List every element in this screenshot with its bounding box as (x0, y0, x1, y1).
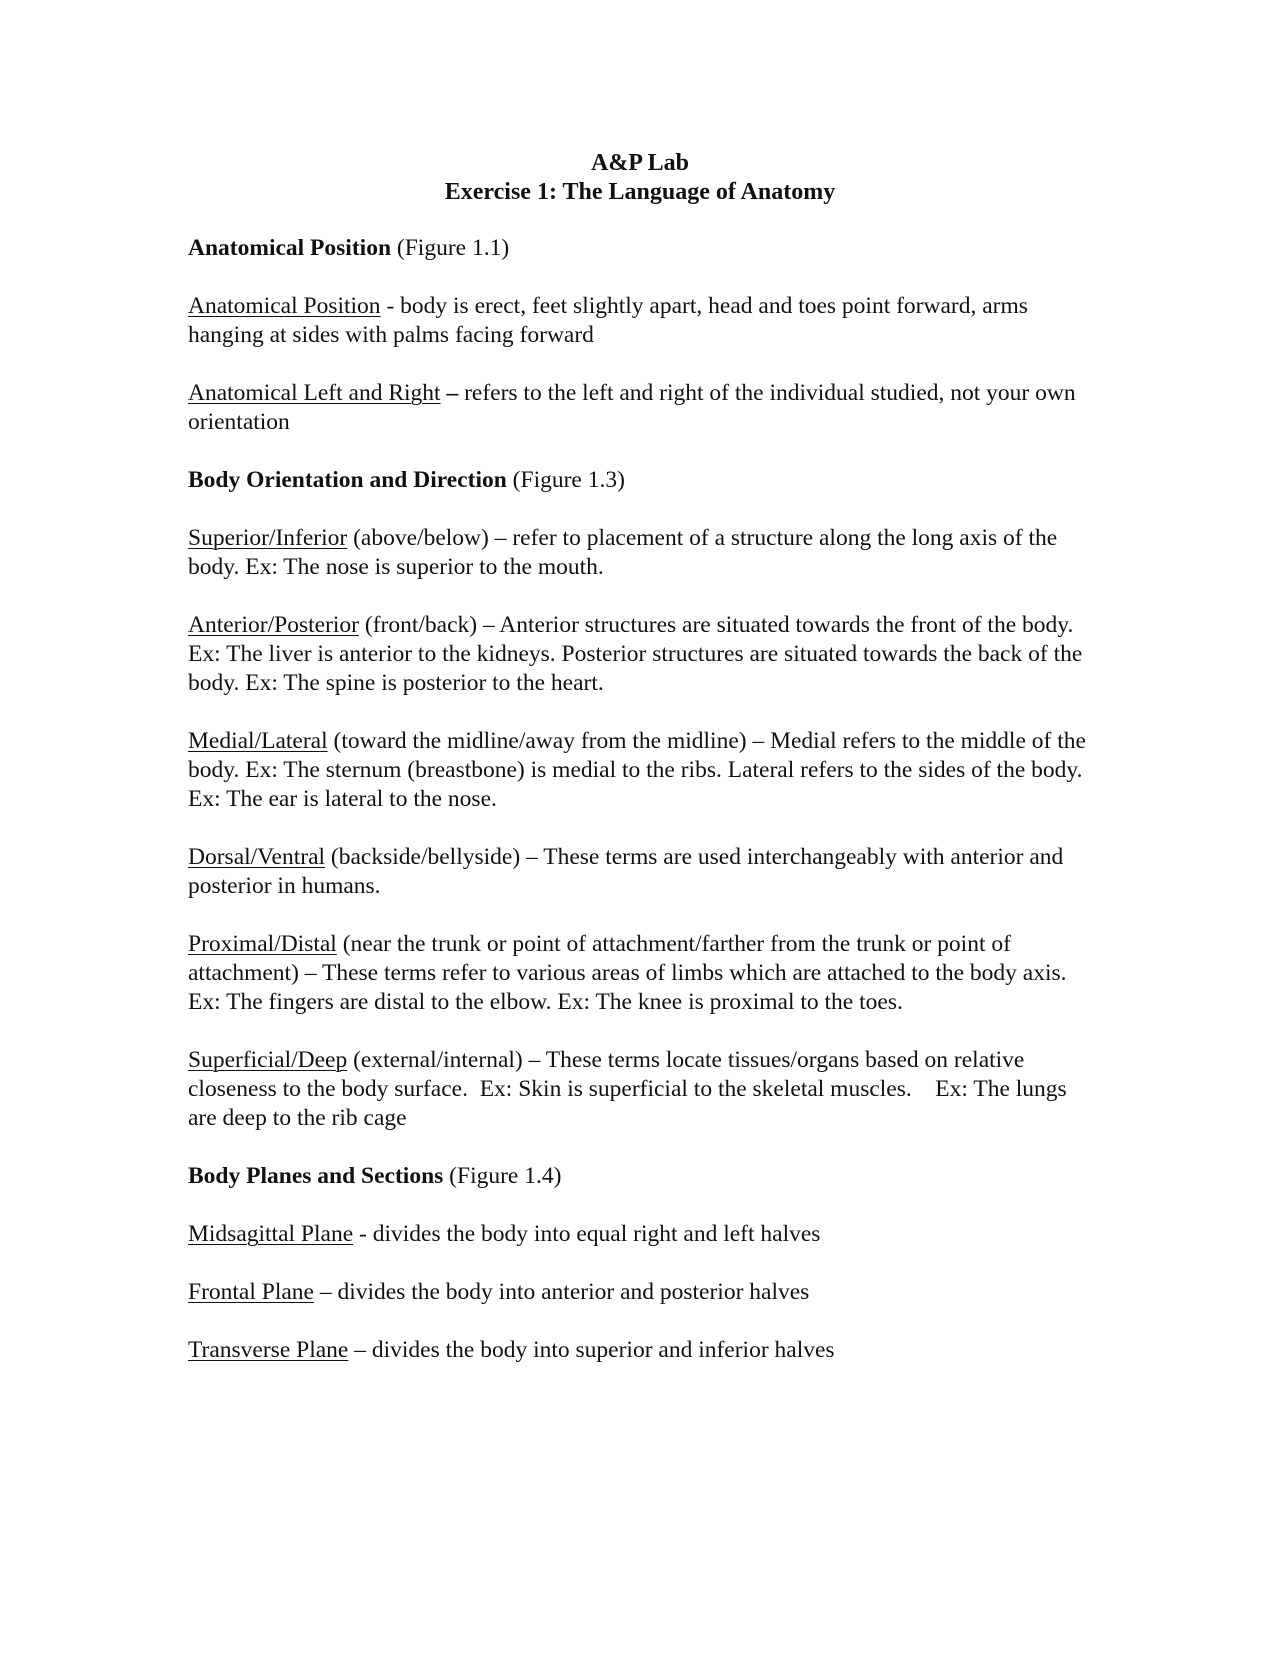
definition-term: Midsagittal Plane (188, 1221, 354, 1247)
definition-text: (backside/bellyside) – These terms are used interchangeably with anterior and posterior in humans. (188, 844, 1064, 899)
figure-reference: (Figure 1.1) (391, 235, 510, 261)
definition-term: Proximal/Distal (188, 931, 337, 957)
title-line-1: A&P Lab (590, 150, 689, 176)
definition-text: (near the trunk or point of attachment/farther from the trunk or point of attachment) – These terms refer to various areas of limbs which are attached to the body axis. Ex: The fingers are distal to the elbow. Ex: The knee is proximal to the toes. (188, 931, 1067, 1015)
definition-text: (external/internal) – These terms locate tissues/organs based on relative closeness to the body surface. Ex: Skin is superficial to the skeletal muscles. Ex: The lungs are deep to the rib cage (188, 1047, 1073, 1131)
definition-text: - divides the body into equal right and left halves (353, 1221, 821, 1247)
definition-medial-lateral (188, 727, 1088, 814)
definition-dorsal-ventral (188, 843, 1088, 901)
document-title (0, 149, 1280, 207)
definition-anatomical-left-right (188, 379, 1088, 437)
figure-reference: (Figure 1.4) (443, 1163, 562, 1189)
definition-text: – divides the body into superior and inferior halves (348, 1337, 835, 1363)
definition-anatomical-position (188, 292, 1088, 350)
definition-term: Superior/Inferior (188, 525, 348, 551)
definition-term: Transverse Plane (188, 1337, 349, 1363)
definition-transverse-plane (188, 1336, 1088, 1365)
definition-term: Anatomical Position (188, 293, 381, 319)
definition-text: - body is erect, feet slightly apart, head and toes point forward, arms hanging at sides with palms facing forward (188, 293, 1028, 348)
section-heading-body-planes (188, 1162, 1088, 1191)
section-heading-text: Anatomical Position (188, 235, 392, 261)
definition-text: (front/back) – Anterior structures are situated towards the front of the body. Ex: The liver is anterior to the kidneys. Posterior structures are situated towards the back of the body. Ex: The spine is posterior to the heart. (188, 612, 1083, 696)
definition-proximal-distal (188, 930, 1088, 1017)
figure-reference: (Figure 1.3) (506, 467, 625, 493)
section-heading-text: Body Planes and Sections (188, 1163, 444, 1189)
definition-anterior-posterior (188, 611, 1088, 698)
definition-text: – divides the body into anterior and posterior halves (313, 1279, 810, 1305)
definition-text: refers to the left and right of the individual studied, not your own orientation (188, 380, 1076, 435)
definition-dash: – (440, 380, 459, 406)
section-heading-body-orientation (188, 466, 1088, 495)
definition-term: Superficial/Deep (188, 1047, 348, 1073)
definition-term: Anterior/Posterior (188, 612, 359, 638)
document-body (188, 234, 1088, 1394)
definition-frontal-plane (188, 1278, 1088, 1307)
definition-term: Anatomical Left and Right (188, 380, 441, 406)
definition-text: (toward the midline/away from the midline) – Medial refers to the middle of the body. Ex: The sternum (breastbone) is medial to the ribs. Lateral refers to the sides of the body. Ex: The ear is lateral to the nose. (188, 728, 1086, 812)
definition-term: Frontal Plane (188, 1279, 314, 1305)
section-heading-anatomical-position (188, 234, 1088, 263)
definition-superficial-deep (188, 1046, 1088, 1133)
definition-midsagittal-plane (188, 1220, 1088, 1249)
definition-superior-inferior (188, 524, 1088, 582)
definition-term: Dorsal/Ventral (188, 844, 326, 870)
section-heading-text: Body Orientation and Direction (188, 467, 507, 493)
definition-text: (above/below) – refer to placement of a structure along the long axis of the body. Ex: The nose is superior to the mouth. (188, 525, 1058, 580)
definition-term: Medial/Lateral (188, 728, 328, 754)
title-line-2: Exercise 1: The Language of Anatomy (444, 179, 836, 205)
